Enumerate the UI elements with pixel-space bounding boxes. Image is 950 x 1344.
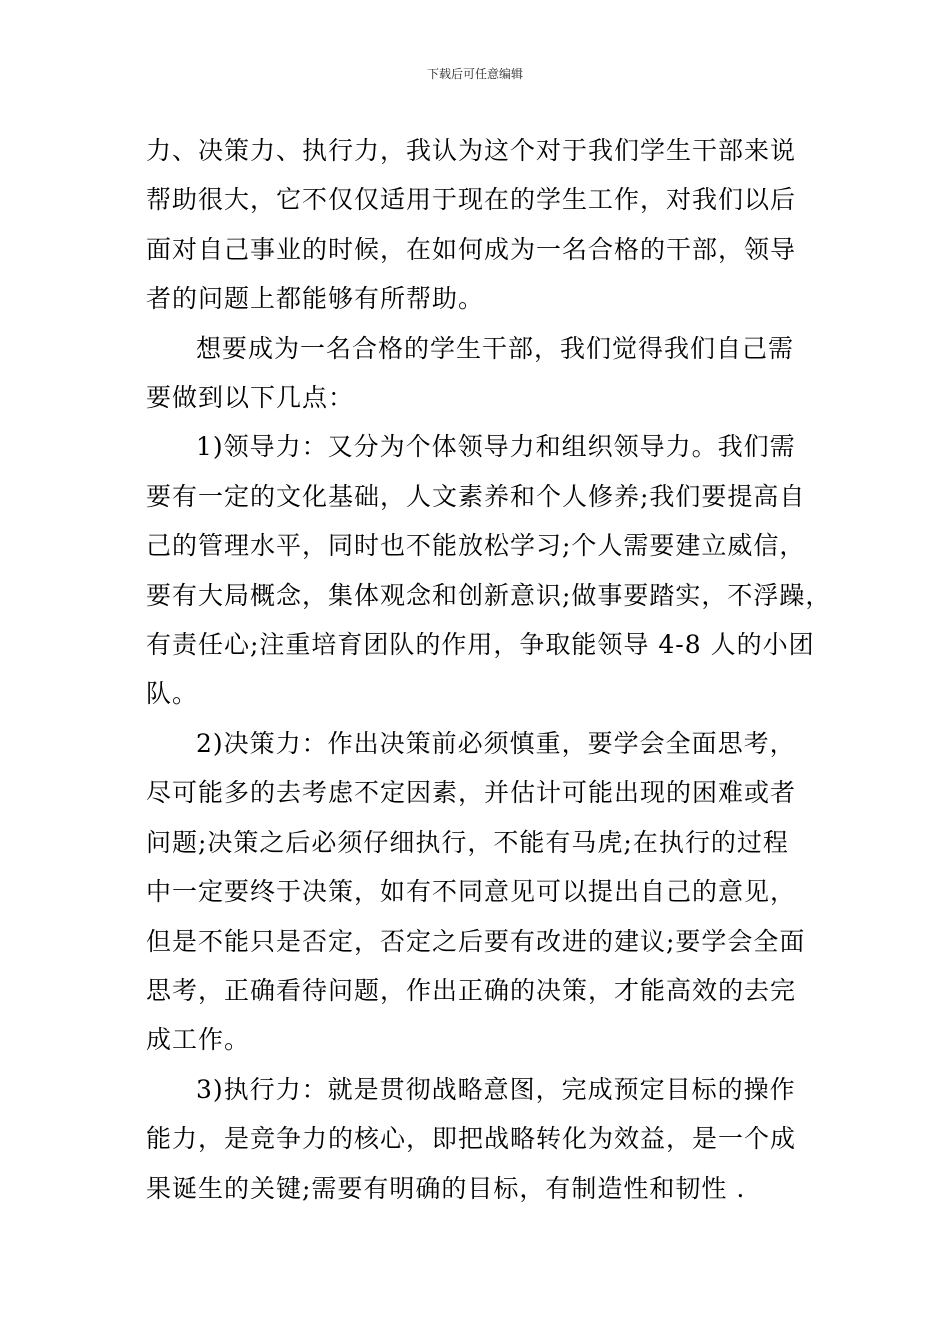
paragraph-execution <box>146 1065 810 1213</box>
text-line: 想要成为一名合格的学生干部，我们觉得我们自己需 <box>196 333 795 363</box>
text-line: 问题;决策之后必须仔细执行，不能有马虎;在执行的过程 <box>146 827 789 857</box>
text-line: 果诞生的关键;需要有明确的目标，有制造性和韧性 . <box>146 1173 746 1203</box>
text-line: 要有一定的文化基础，人文素养和个人修养;我们要提高自 <box>146 481 806 511</box>
paragraph-intro <box>146 126 810 324</box>
paragraph-requirements <box>146 324 810 423</box>
text-line: 己的管理水平，同时也不能放松学习;个人需要建立威信， <box>146 531 806 561</box>
paragraph-decision <box>146 719 810 1065</box>
text-line: 2)决策力：作出决策前必须慎重，要学会全面思考， <box>196 728 796 758</box>
text-line: 有责任心;注重培育团队的作用，争取能领导 4-8 人的小团 <box>146 630 815 660</box>
text-line: 成工作。 <box>146 1025 251 1055</box>
text-line: 面对自己事业的时候，在如何成为一名合格的干部，领导 <box>146 234 797 264</box>
text-line: 力、决策力、执行力，我认为这个对于我们学生干部来说 <box>146 136 797 165</box>
text-line: 能力，是竞争力的核心，即把战略转化为效益，是一个成 <box>146 1124 797 1154</box>
text-line: 要做到以下几点： <box>146 383 355 413</box>
paragraph-leadership <box>146 422 832 718</box>
text-line: 1)领导力：又分为个体领导力和组织领导力。我们需 <box>196 432 796 462</box>
text-line: 者的问题上都能够有所帮助。 <box>146 284 485 314</box>
text-line: 3)执行力：就是贯彻战略意图，完成预定目标的操作 <box>196 1074 796 1104</box>
document-body <box>146 126 832 1213</box>
text-line: 尽可能多的去考虑不定因素，并估计可能出现的困难或者 <box>146 778 797 808</box>
text-line: 但是不能只是否定，否定之后要有改进的建议;要学会全面 <box>146 926 806 956</box>
text-line: 队。 <box>146 679 199 709</box>
text-line: 思考，正确看待问题，作出正确的决策，才能高效的去完 <box>146 975 797 1005</box>
text-line: 帮助很大，它不仅仅适用于现在的学生工作，对我们以后 <box>146 185 797 215</box>
text-line: 要有大局概念，集体观念和创新意识;做事要踏实，不浮躁， <box>146 580 832 610</box>
page-header-note: 下载后可任意编辑 <box>426 67 523 81</box>
text-line: 中一定要终于决策，如有不同意见可以提出自己的意见， <box>146 877 797 907</box>
